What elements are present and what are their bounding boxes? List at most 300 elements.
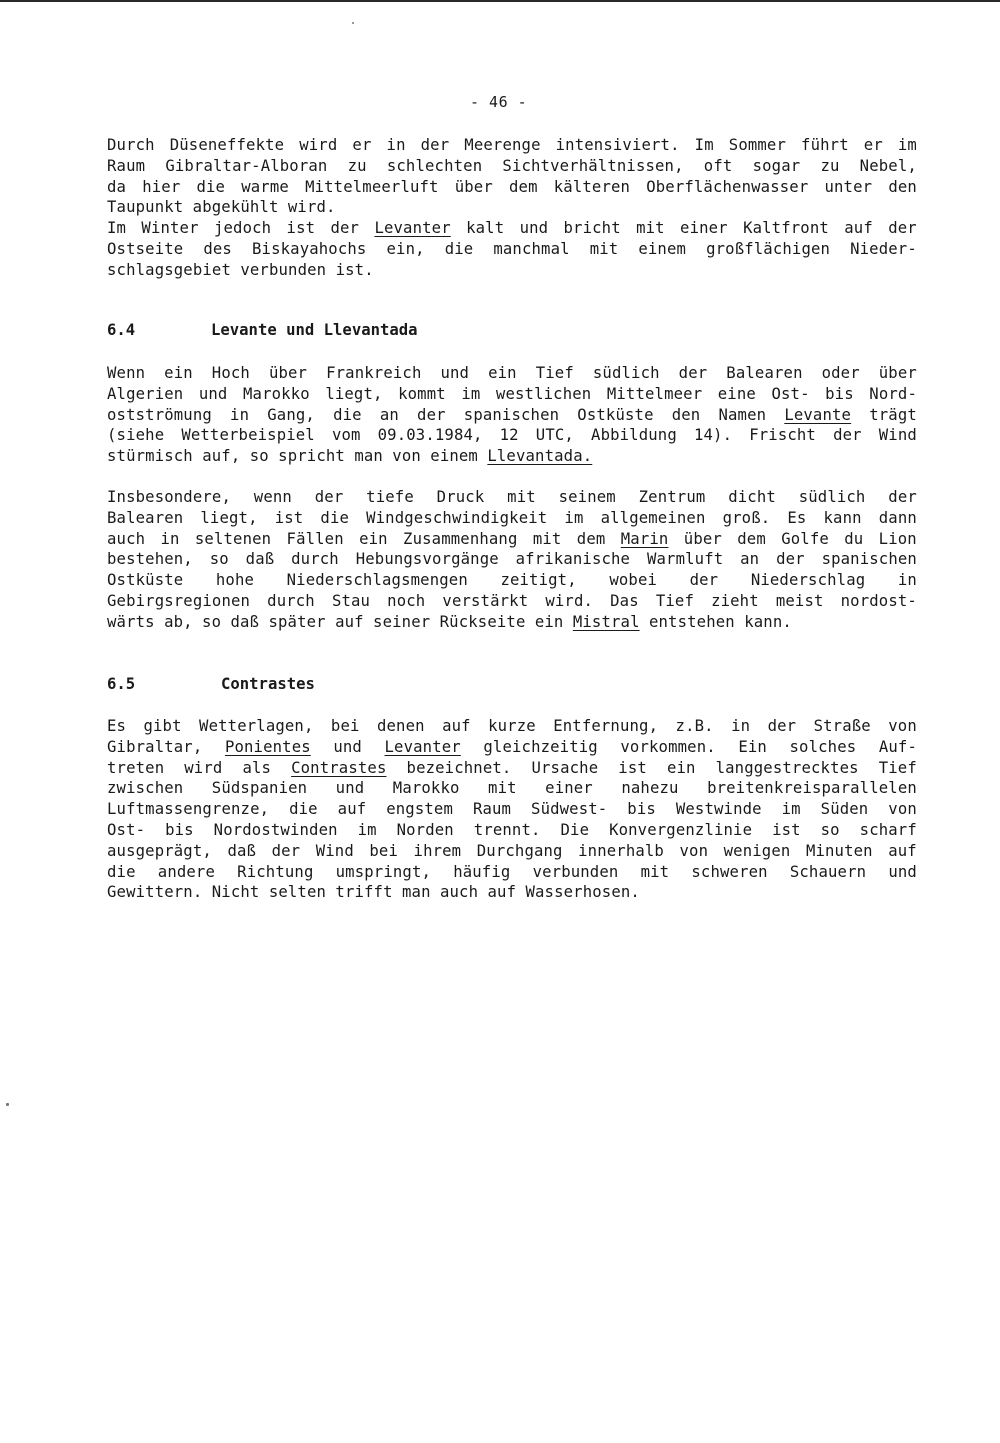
word: daß (230, 612, 260, 631)
word: Minuten (805, 841, 873, 860)
section-title: Contrastes (221, 675, 315, 693)
text-line (107, 862, 917, 883)
word: an (740, 550, 760, 569)
word: mit (640, 862, 670, 881)
word: 12 (499, 426, 519, 445)
word: verbunden (532, 862, 619, 881)
word: liegt, (325, 384, 383, 403)
word: kann (823, 508, 862, 527)
word: mit (636, 219, 665, 238)
word: einem (430, 447, 478, 466)
word: häufig (453, 862, 511, 881)
word: ein (666, 758, 696, 777)
word: auch (107, 529, 146, 548)
word: von (888, 717, 917, 735)
word: gleichzeitig (483, 737, 598, 756)
word: man (402, 883, 431, 902)
word: Gibraltar-Alboran (165, 156, 328, 175)
word: Düseneffekte (169, 136, 285, 154)
word: Mittelmeerluft (305, 177, 439, 196)
word: Rückseite (439, 612, 526, 631)
word: schlechten (386, 156, 483, 175)
word: er (352, 136, 372, 154)
emphasized-term: Mistral (572, 612, 640, 631)
word: in (230, 405, 250, 424)
word: Luftmassengrenze, (107, 800, 270, 819)
word: kann. (744, 612, 792, 631)
word: wird. (545, 591, 594, 610)
word: Ostküste (577, 405, 654, 424)
word: Raum (107, 156, 146, 175)
word: bezeichnet. (406, 758, 512, 777)
word: Konvergenzlinie (609, 820, 753, 839)
word: Richtung (237, 862, 314, 881)
word: afrikanische (515, 550, 631, 569)
word: ist (286, 219, 316, 238)
word: intensiviert. (555, 136, 680, 154)
word: bis (825, 384, 854, 403)
word: Fällen (286, 529, 344, 548)
word: Ein (738, 737, 767, 756)
word: über (454, 177, 493, 196)
word: im (781, 800, 801, 819)
word: stürmisch (107, 447, 193, 466)
word: so (820, 820, 840, 839)
word: ist (274, 508, 304, 527)
word: die (320, 508, 350, 527)
word: wird (184, 758, 223, 777)
word: zwischen (107, 779, 184, 798)
word: Wetterbeispiel (181, 426, 315, 445)
word: nahezu (621, 779, 679, 798)
word: da (107, 177, 127, 196)
emphasized-term: Contrastes (291, 758, 387, 777)
word: dann (878, 508, 917, 527)
word: Ursache (531, 758, 599, 777)
text-line (107, 405, 917, 426)
word: Marokko (392, 779, 460, 798)
word: langgestrecktes (715, 758, 859, 777)
word: und (519, 219, 549, 238)
text-line (107, 758, 917, 779)
word: spricht (278, 447, 345, 466)
word: bei (330, 717, 360, 735)
word: auf, (202, 447, 241, 466)
word: Süden (820, 800, 869, 819)
word: und (888, 862, 917, 881)
word: der (767, 717, 797, 735)
word: auch (439, 883, 479, 902)
word: von (679, 841, 709, 860)
word: gibt (143, 717, 182, 735)
word: jedoch (213, 219, 272, 238)
word: Ost- (771, 384, 810, 403)
text-line (107, 487, 917, 508)
word: dicht (728, 488, 776, 506)
word: Gibraltar, (107, 737, 203, 756)
word: Windgeschwindigkeit (366, 508, 548, 527)
word: eine (717, 384, 756, 403)
word: kalt (466, 219, 505, 238)
word: Gang, (267, 405, 315, 424)
word: daß (227, 841, 257, 860)
word: warme (241, 177, 289, 196)
word: kälteren (553, 177, 631, 196)
word: er (863, 136, 883, 154)
word: auf (442, 717, 471, 735)
word: Golfe (781, 529, 829, 548)
word: zu (347, 156, 367, 175)
word: nordost- (840, 591, 917, 610)
word: trennt. (473, 820, 541, 839)
word: abgekühlt (192, 198, 279, 217)
section-number: 6.5 (107, 675, 136, 693)
word: Oberflächenwasser (646, 177, 809, 196)
word: ein, (386, 239, 425, 258)
word: mit (532, 529, 562, 548)
word: ostströmung (107, 405, 212, 424)
word: einem (638, 239, 687, 258)
word: auf (844, 219, 873, 238)
word: der (888, 488, 917, 506)
word: 14). (693, 426, 733, 445)
text-line (107, 778, 917, 799)
word: ein (359, 529, 388, 548)
word: ihrem (413, 841, 462, 860)
word: in (386, 136, 406, 154)
word: zieht (711, 591, 759, 610)
word: Ost- (107, 820, 146, 839)
text-line (107, 716, 917, 737)
word: denen (376, 717, 425, 735)
word: bis (165, 820, 194, 839)
word: hohe (215, 571, 255, 590)
text-line (107, 260, 917, 281)
word: Nordostwinden (213, 820, 338, 839)
emphasized-term: Ponientes (224, 737, 311, 756)
word: Im (107, 219, 127, 238)
word: selten (268, 883, 327, 902)
word: und (333, 737, 362, 756)
word: Wasserhosen. (525, 883, 640, 902)
word: wird. (287, 198, 336, 217)
word: Wind (315, 841, 354, 860)
word: Südspanien (211, 779, 308, 798)
word: man (354, 447, 383, 466)
word: dem (509, 177, 538, 196)
word: wenigen (723, 841, 791, 860)
word: seltenen (194, 529, 272, 548)
word: auf (337, 800, 367, 819)
word: bestehen, (107, 550, 193, 569)
word: Abbildung (591, 426, 677, 445)
word: zeitigt, (500, 571, 577, 590)
word: Es (787, 508, 807, 527)
word: ein (534, 612, 564, 631)
word: der (776, 550, 805, 569)
word: südlich (592, 364, 660, 382)
word: auf (888, 841, 917, 860)
word: und (335, 779, 365, 798)
word: kommt (398, 384, 446, 403)
word: Südwest- (531, 800, 608, 819)
word: bei (369, 841, 399, 860)
word: großflächigen (706, 239, 831, 258)
word: Die (560, 820, 590, 839)
word: Zusammenhang (403, 529, 518, 548)
word: Nieder- (850, 239, 917, 258)
word: andere (157, 862, 216, 881)
word: manchmal (493, 239, 570, 258)
word: Nicht (211, 883, 260, 902)
word: ausgeprägt, (107, 841, 212, 860)
word: allgemeinen (600, 508, 706, 527)
word: scharf (859, 820, 917, 839)
word: verbunden (240, 260, 327, 279)
text-line (107, 612, 917, 633)
word: südlich (798, 488, 866, 506)
word: Es (107, 717, 127, 735)
word: Durch (107, 136, 155, 154)
word: oder (821, 364, 860, 382)
word: wenn (253, 488, 292, 506)
word: so (202, 612, 222, 631)
text-line (107, 820, 917, 841)
word: Nord- (869, 384, 917, 403)
section-number: 6.4 (107, 321, 136, 339)
word: in (160, 529, 180, 548)
word: der (420, 136, 450, 154)
word: Im (694, 136, 714, 154)
contrastes-paragraph (107, 716, 917, 903)
word: in (897, 571, 917, 590)
word: der (678, 364, 708, 382)
word: schweren (691, 862, 768, 881)
text-line (107, 549, 917, 570)
word: die (107, 862, 136, 881)
text-line (107, 882, 917, 903)
word: Hoch (211, 364, 250, 382)
word: der (417, 405, 446, 424)
word: führt (801, 136, 849, 154)
word: Meerenge (464, 136, 541, 154)
word: sogar (752, 156, 801, 175)
word: als (242, 758, 272, 777)
word: Druck (436, 488, 485, 506)
word: im (461, 384, 481, 403)
word: wird (299, 136, 338, 154)
word: der (314, 488, 344, 506)
word: ein (164, 364, 193, 382)
word: durch (291, 550, 339, 569)
word: durch (267, 591, 315, 610)
page-number: - 46 - (470, 93, 528, 111)
word: Ostküste (107, 571, 184, 590)
word: wärts (107, 612, 155, 631)
word: über (878, 364, 917, 382)
word: von (888, 800, 917, 819)
word: entstehen (648, 612, 735, 631)
word: Wetterlagen, (199, 717, 314, 735)
word: Straße (813, 717, 871, 735)
word: ab, (164, 612, 193, 631)
word: Insbesondere, (107, 488, 231, 506)
word: Wind (878, 426, 917, 445)
word: einer (545, 779, 593, 798)
word: groß. (722, 508, 771, 527)
text-line (107, 591, 917, 612)
word: Gewittern. (107, 883, 203, 902)
word: Namen (718, 405, 767, 424)
word: Marokko (243, 384, 310, 403)
word: du (844, 529, 864, 548)
emphasized-term: Marin (620, 529, 669, 548)
word: Balearen (726, 364, 803, 382)
word: umspringt, (335, 862, 432, 881)
word: Tief (655, 591, 694, 610)
word: daß (245, 550, 275, 569)
word: der (888, 219, 917, 238)
word: Niederschlag (750, 571, 866, 590)
word: ist. (335, 260, 374, 279)
word: Mittelmeer (606, 384, 703, 403)
word: zu (820, 156, 840, 175)
word: tiefe (366, 488, 414, 506)
word: so (249, 447, 269, 466)
text-line (107, 156, 917, 177)
word: 09.03.1984, (377, 426, 483, 445)
text-line (107, 529, 917, 550)
word: vom (331, 426, 361, 445)
emphasized-term: Levanter (374, 219, 451, 238)
word: der (833, 426, 862, 445)
intro-paragraph (107, 135, 917, 281)
word: noch (387, 591, 426, 610)
word: UTC, (535, 426, 574, 445)
word: seinem (558, 488, 616, 506)
word: Lion (878, 529, 917, 548)
text-line (107, 239, 917, 260)
word: Warmluft (646, 550, 724, 569)
word: später (268, 612, 326, 631)
scan-speck (6, 1103, 9, 1106)
word: meist (775, 591, 824, 610)
text-line (107, 508, 917, 529)
word: Westwinde (675, 800, 762, 819)
emphasized-term: Levante (784, 405, 852, 424)
word: Tief (535, 364, 574, 382)
word: bricht (563, 219, 621, 238)
word: der (271, 841, 301, 860)
word: die (289, 800, 318, 819)
word: Algerien (107, 384, 184, 403)
word: der (330, 219, 360, 238)
word: westlichen (495, 384, 592, 403)
word: schlagsgebiet (107, 260, 231, 279)
word: in (731, 717, 751, 735)
word: treten (107, 758, 165, 777)
text-line (107, 570, 917, 591)
word: mit (589, 239, 619, 258)
text-line (107, 177, 917, 198)
word: ist (772, 820, 801, 839)
levante-paragraph (107, 363, 917, 467)
word: mit (488, 779, 517, 798)
word: (siehe (107, 426, 165, 445)
word: Wenn (107, 364, 146, 382)
word: Auf- (878, 737, 917, 756)
word: so (209, 550, 229, 569)
word: vorkommen. (620, 737, 716, 756)
word: im (897, 136, 917, 154)
word: Entfernung, (553, 717, 659, 735)
text-line (107, 218, 917, 239)
text-line (107, 363, 917, 384)
word: die (333, 405, 362, 424)
word: dem (576, 529, 606, 548)
emphasized-term: Llevantada. (487, 447, 593, 466)
section-title: Levante und Llevantada (211, 321, 418, 339)
scan-edge-rule (0, 0, 1000, 2)
word: Zentrum (638, 488, 706, 506)
word: Durchgang (476, 841, 563, 860)
word: kurze (488, 717, 536, 735)
word: seiner (373, 612, 431, 631)
word: hier (142, 177, 181, 196)
word: ist (618, 758, 647, 777)
text-line (107, 135, 917, 156)
word: ein (488, 364, 517, 382)
word: an (379, 405, 399, 424)
word: einer (680, 219, 728, 238)
word: Biskayahochs (252, 239, 367, 258)
text-line (107, 425, 917, 446)
word: Das (610, 591, 639, 610)
word: oft (703, 156, 733, 175)
word: Gebirgsregionen (107, 591, 251, 610)
text-line (107, 737, 917, 758)
scan-speck (352, 22, 354, 24)
word: die (196, 177, 226, 196)
word: verstärkt (442, 591, 529, 610)
word: Sommer (728, 136, 787, 154)
word: den (671, 405, 701, 424)
word: von (392, 447, 421, 466)
word: trägt (869, 405, 917, 424)
word: und (440, 364, 470, 382)
text-line (107, 384, 917, 405)
word: der (689, 571, 719, 590)
text-line (107, 841, 917, 862)
text-line (107, 799, 917, 820)
word: Nebel, (859, 156, 917, 175)
word: die (444, 239, 474, 258)
word: wobei (609, 571, 658, 590)
word: Ostseite (107, 239, 184, 258)
emphasized-term: Levanter (384, 737, 461, 756)
word: und (198, 384, 228, 403)
word: Norden (396, 820, 454, 839)
word: Balearen (107, 508, 184, 527)
word: Sichtverhältnissen, (502, 156, 684, 175)
word: Kaltfront (743, 219, 829, 238)
word: Stau (331, 591, 371, 610)
word: trifft (335, 883, 393, 902)
word: im (564, 508, 584, 527)
balearen-paragraph (107, 487, 917, 633)
text-line (107, 197, 917, 218)
word: solches (789, 737, 857, 756)
